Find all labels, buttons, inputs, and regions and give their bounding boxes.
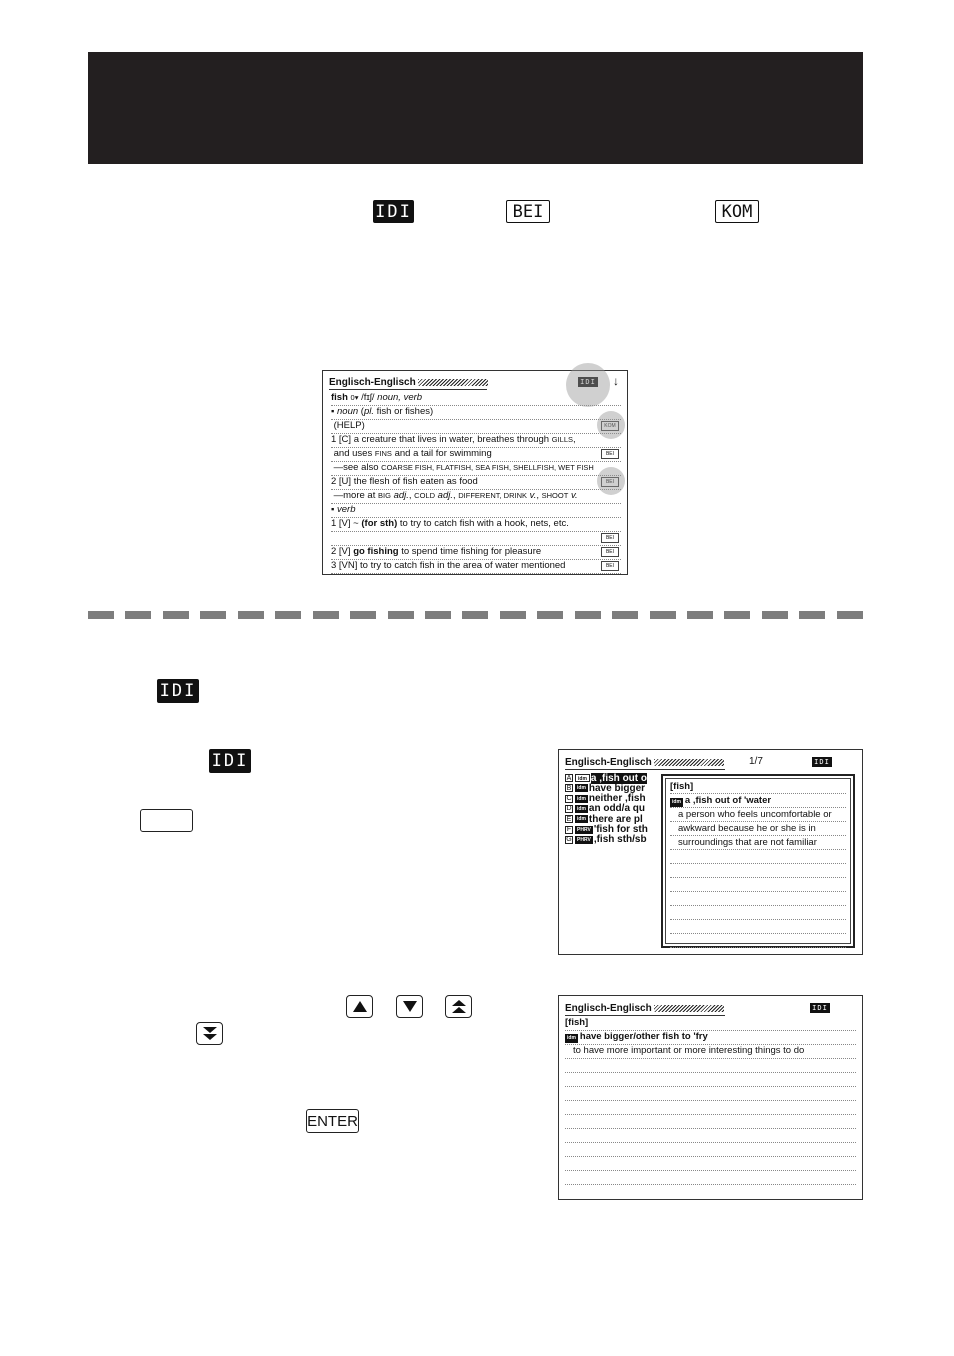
- idiom-definition-screen: [558, 995, 863, 1200]
- entry-line: 2 [V] go fishing to spend time fishing for pleasure BEI: [331, 545, 621, 560]
- up-arrow-icon: [353, 1001, 367, 1012]
- definition-line: [565, 1114, 856, 1129]
- dash-segment: [462, 611, 488, 619]
- down-key[interactable]: [396, 995, 423, 1018]
- definition-line: [fish]: [565, 1016, 856, 1031]
- idiom-list-item[interactable]: [565, 783, 645, 793]
- detail-line: [670, 907, 846, 920]
- item-letter: C: [566, 795, 572, 803]
- dash-segment: [537, 611, 563, 619]
- dash-segment: [575, 611, 601, 619]
- dash-segment: [799, 611, 825, 619]
- title-underline: [565, 769, 725, 770]
- item-letter: F: [566, 826, 572, 833]
- idiom-type-tag: PHRV: [577, 836, 591, 843]
- idiom-type-tag: idm: [577, 816, 586, 823]
- bei-tag[interactable]: BEI: [601, 561, 619, 571]
- detail-line: a person who feels uncomfortable or: [670, 809, 846, 822]
- idiom-list-item[interactable]: [565, 773, 647, 783]
- definition-line: [565, 1058, 856, 1073]
- up-key[interactable]: [346, 995, 373, 1018]
- bei-tag[interactable]: BEI: [601, 533, 619, 543]
- idi-badge-step2: IDI: [209, 749, 251, 773]
- definition-line: to have more important or more interesting things to do: [565, 1044, 856, 1059]
- detail-line: [670, 865, 846, 878]
- idiom-text: neither ,fish: [588, 793, 646, 805]
- entry-line: ▪ verb: [331, 503, 621, 518]
- definition-line: [565, 1156, 856, 1171]
- item-letter: A: [566, 774, 572, 782]
- idiom-text: there are pl: [588, 813, 643, 825]
- entry-line: (HELP) KOM: [331, 419, 621, 434]
- entry-line: fish 0▾ /fɪʃ/ noun, verb: [331, 391, 621, 406]
- dash-segment: [88, 611, 114, 619]
- section-header-bar: [88, 52, 863, 164]
- dash-segment: [425, 611, 451, 619]
- dash-segment: [837, 611, 863, 619]
- idiom-text: ,fish sth/sb: [593, 834, 647, 846]
- dash-segment: [650, 611, 676, 619]
- idi-indicator: IDI: [578, 377, 598, 387]
- bei-tag[interactable]: BEI: [601, 547, 619, 557]
- idiom-text: have bigger: [588, 782, 646, 794]
- idiom-list-item[interactable]: [565, 804, 645, 814]
- title-hatch: [654, 1005, 724, 1012]
- idiom-type-tag: idm: [575, 774, 590, 782]
- idm-tag: idm: [672, 799, 681, 805]
- idm-tag: idm: [567, 1035, 576, 1041]
- idiom-list-screen: [558, 749, 863, 955]
- dash-segment: [125, 611, 151, 619]
- item-letter: E: [566, 815, 572, 823]
- bei-tag[interactable]: BEI: [601, 449, 619, 459]
- idiom-list-item[interactable]: [565, 835, 647, 845]
- dash-segment: [388, 611, 414, 619]
- idiom-text: a ,fish out o: [590, 772, 647, 784]
- entry-line: 3 [VN] to try to catch fish in the area of water mentioned BEI: [331, 559, 621, 574]
- detail-line: [670, 879, 846, 892]
- bei-badge: BEI: [506, 200, 550, 223]
- idiom-type-tag: idm: [577, 785, 586, 792]
- detail-head: [fish]: [670, 781, 846, 794]
- dash-segment: [313, 611, 339, 619]
- detail-line: [670, 921, 846, 934]
- detail-line: awkward because he or she is in: [670, 823, 846, 836]
- definition-line: [565, 1086, 856, 1101]
- idiom-type-tag: idm: [577, 805, 586, 812]
- idiom-list-item[interactable]: [565, 794, 646, 804]
- kom-badge: KOM: [715, 200, 759, 223]
- detail-phrase-line: [670, 795, 846, 808]
- dash-segment: [275, 611, 301, 619]
- item-letter: B: [566, 784, 572, 792]
- idiom-detail-panel: [661, 774, 855, 948]
- entry-line: ▪ noun (pl. fish or fishes): [331, 405, 621, 420]
- definition-line: [565, 1128, 856, 1143]
- dash-segment: [200, 611, 226, 619]
- definition-line: [565, 1170, 856, 1185]
- definition-line: [565, 1142, 856, 1157]
- page-indicator: 1/7: [749, 756, 763, 767]
- down-arrow-icon: [403, 1001, 417, 1012]
- item-letter: G: [566, 836, 572, 844]
- definition-line: [565, 1100, 856, 1115]
- detail-line: [670, 851, 846, 864]
- entry-line: and uses FINS and a tail for swimming BEI: [331, 447, 621, 462]
- dash-segment: [724, 611, 750, 619]
- idiom-text: an odd/a qu: [588, 803, 645, 815]
- title-hatch: [418, 379, 488, 386]
- dash-segment: [762, 611, 788, 619]
- highlight-circle-idi: [566, 363, 610, 407]
- detail-line: surroundings that are not familiar: [670, 837, 846, 850]
- page-down-key[interactable]: [196, 1022, 223, 1045]
- idi-badge: IDI: [373, 200, 414, 223]
- enter-key[interactable]: ENTER: [306, 1109, 359, 1133]
- idiom-list-item[interactable]: [565, 814, 643, 824]
- idi-indicator: IDI: [810, 1003, 830, 1013]
- detail-line: [670, 949, 846, 955]
- double-down-arrow-icon: [203, 1027, 217, 1041]
- idiom-phrase: have bigger/other fish to 'fry: [579, 1031, 708, 1042]
- entry-line: 2 [U] the flesh of fish eaten as food BEI: [331, 475, 621, 490]
- entry-line: 1 [V] ~ (for sth) to try to catch fish with a hook, nets, etc.: [331, 517, 621, 532]
- definition-line: [565, 1072, 856, 1087]
- kom-tag[interactable]: KOM: [601, 421, 619, 431]
- dash-segment: [163, 611, 189, 619]
- highlight-circle-bei: [597, 467, 625, 495]
- page-up-key[interactable]: [445, 995, 472, 1018]
- dash-segment: [350, 611, 376, 619]
- blank-key[interactable]: [140, 809, 193, 832]
- entry-line: [331, 531, 621, 546]
- entry-line: —more at BIG adj., COLD adj., DIFFERENT, DRINK v., SHOOT v.: [331, 489, 621, 504]
- title-underline: [329, 389, 487, 390]
- screen-title: Englisch-Englisch: [565, 757, 724, 768]
- detail-line: [670, 935, 846, 948]
- screen-title: Englisch-Englisch: [565, 1003, 724, 1014]
- dash-segment: [500, 611, 526, 619]
- bei-tag[interactable]: BEI: [601, 477, 619, 487]
- detail-phrase: a ,fish out of 'water: [684, 795, 772, 806]
- definition-line: [565, 1030, 856, 1045]
- dash-segment: [687, 611, 713, 619]
- double-up-arrow-icon: [452, 1000, 466, 1014]
- highlight-circle-kom: [597, 411, 625, 439]
- idiom-list-item[interactable]: [565, 825, 648, 835]
- screen-title: Englisch-Englisch: [329, 377, 488, 388]
- scroll-down-arrow-icon: ↓: [613, 374, 619, 388]
- dash-segment: [612, 611, 638, 619]
- entry-line: 1 [C] a creature that lives in water, breathes through GILLS,: [331, 433, 621, 448]
- entry-line: —see also COARSE FISH, FLATFISH, SEA FISH, SHELLFISH, WET FISH: [331, 461, 621, 476]
- idiom-text: 'fish for sth: [593, 824, 648, 835]
- idi-indicator: IDI: [812, 757, 832, 767]
- title-hatch: [654, 759, 724, 766]
- idiom-type-tag: PHRV: [577, 826, 591, 833]
- dash-segment: [238, 611, 264, 619]
- dashed-divider: [88, 611, 863, 619]
- idiom-type-tag: idm: [577, 795, 586, 802]
- item-letter: D: [566, 805, 572, 813]
- idi-badge-step: IDI: [157, 679, 199, 703]
- detail-line: [670, 893, 846, 906]
